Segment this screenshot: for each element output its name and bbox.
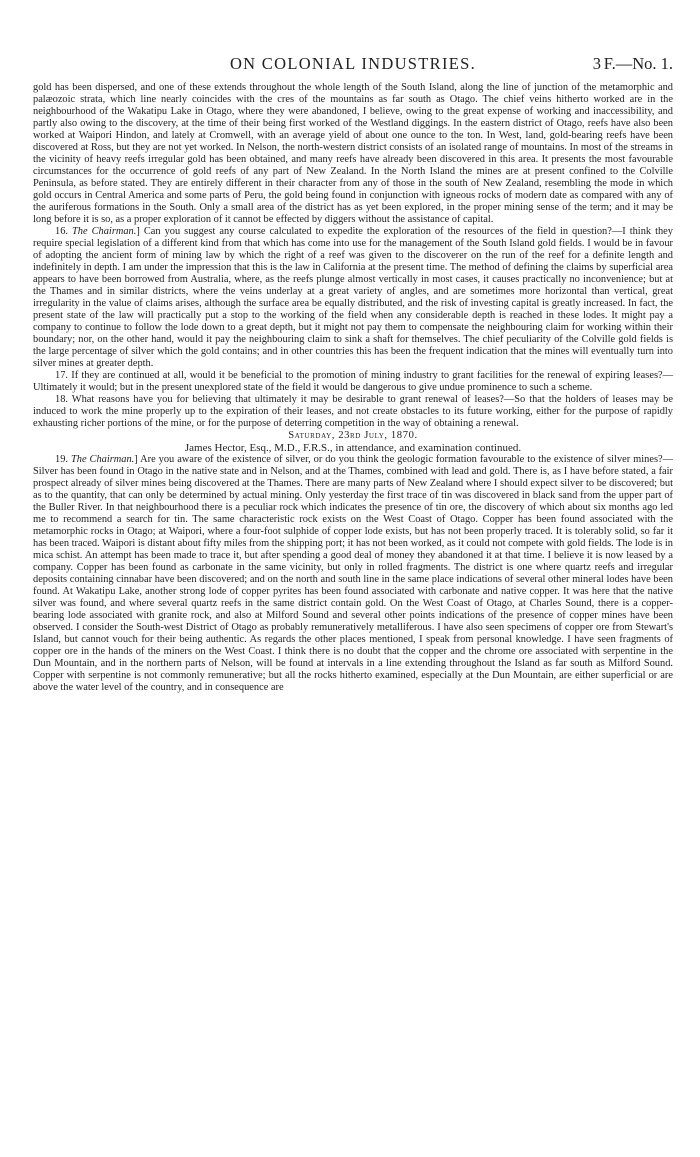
document-body [33, 82, 673, 694]
page-header [33, 52, 673, 76]
question-19 [33, 454, 673, 694]
paragraph-gold-reefs: gold has been dispersed, and one of these extends throughout the whole length of the South Island, along the line of junction of the metamorphic and palæozoic strata, which line nearly coincides with the cres of the mountains as far south as Otago. The chief veins hitherto worked are in the neighbourhood of the Wakatipu Lake in Otago, where they were abandoned, I believe, owing to the great expense of working and inaccessibility, and partly also owing to the discovery, at the time of their being first worked of the Westland diggings. In the eastern district of Otago, reefs have also been worked at Waipori Hindon, and lately at Cromwell, with an average yield of about one ounce to the ton. In West, land, gold-bearing reefs have been discovered at Ross, but they are not yet worked. In Nelson, the north-western district consists of an isolated range of mountains. In most of the streams in the vicinity of heavy reefs irregular gold has been obtained, and many reefs have already been discovered in this area. It presents the most favourable circumstances for the occurrence of gold reefs of any part of New Zealand. In the North Island the mines are at present confined to the Colville Peninsula, as before stated. They are entirely different in their character from any of those in the south of New Zealand, resembling the mode in which gold occurs in Central America and some parts of Peru, the gold being found in conjunction with igneous rocks of modern date as compared with any of the auriferous formations in the South. Only a small area of the district has as yet been explored, in the proper mining sense of the term; and it may be long before it is so, as a proper exploration of it cannot be effected by diggers without the assistance of capital. [33, 82, 673, 225]
question-text: ] Can you suggest any course calculated to expedite the exploration of the resources of the field in question?—I think they require special legislation of a different kind from that which has come into use for the management of the South Island gold fields. I would be in favour of adopting the ancient form of mining law by which the right of a reef was given to the discoverer on the run of the reef for a definite length and indefinitely in depth. I am under the impression that this is the law in California at the present time. The method of defining the claims by superficial area appears to have been borrowed from Australia, where, as the reefs plunge almost vertically in most cases, it causes practically no inconvenience; but at the Thames and in similar districts, where the veins underlay at a great variety of angles, and are sometimes more horizontal than vertical, great irregularity in the value of claims arises, although the surface area be equally distributed, and the risk of investing capital is greatly increased. In fact, the present state of the law will practically put a stop to the working of the field when any considerable depth is reached in these lodes. It might pay a company to continue to follow the lode down to a great depth, but it might not pay them to compensate the neighbouring claim for working within their boundary; nor, on the other hand, would it pay the neighbouring claim to sink a shaft for themselves. The chief peculiarity of the Colville gold fields is the large percentage of silver which the gold contains; and in other countries this has been the frequent indication that the mines will eventually turn into silver mines at greater depth. [33, 226, 673, 369]
question-text: ] Are you aware of the existence of silver, or do you think the geologic formation favourable to the existence of silver mines?—Silver has been found in Otago in the native state and in Nelson, and at the Thames, combined with lead and gold. There is, as I have before stated, a fair prospect already of silver mines being discovered at the Thames. There are many parts of New Zealand where I should expect silver to be discovered; but as to the quantity, that can only be determined by actual mining. Only yesterday the first trace of tin was discovered in black sand from the upper part of the Buller River. In that neighbourhood there is a peculiar rock which indicates the presence of tin ore, the discovery of which about six months ago led me to recommend a search for tin. The same characteristic rock exists on the West Coast of Otago. Copper has been found associated with the metamorphic rocks in Otago; at Waipori, where a four-foot sulphide of copper lode exists, but has not been properly traced. It is tolerably solid, so far it has been traced. Waipori is distant about fifty miles from the shipping port; it has not been worked, as it could not compete with gold fields. The lode is in mica schist. An attempt has been made to trace it, but after spending a good deal of money they abandoned it at that time. I believe it is now leased by a company. Copper has been found as carbonate in the same vicinity, but only in rolled fragments. The district is one where quartz reefs and irregular deposits containing cinnabar have been discovered; and on the north and south line in the same place indications of several other mineral lodes have been found. At Wakatipu Lake, another strong lode of copper pyrites has been found associated with carbonate and native copper. It was here that the native silver was found, and where several quartz reefs in the same district contain gold. On the West Coast of Otago, at Charles Sound, there is a copper-bearing lode associated with granite rock, and also at Milford Sound and several other points indications of the presence of copper mines have been observed. I consider the South-west District of Otago as probably remuneratively metalliferous. I have also seen specimens of copper ore from Stewart's Island, but cannot vouch for their being authentic. As regards the other places mentioned, I speak from personal knowledge. I have seen fragments of copper ore in the hands of the miners on the West Coast. I think there is no doubt that the copper and the chrome ore associated with serpentine in the Dun Mountain, and in the northern parts of Nelson, will be found at intervals in a line extending throughout the Island as far south as Milford Sound. Copper with serpentine is not commonly remunerative; but all the rocks hitherto examined, especially at the Dun Mountain, are either superficial or are above the water level of the country, and in consequence are [33, 454, 673, 693]
question-number: 16. [55, 226, 68, 237]
running-title: ON COLONIAL INDUSTRIES. [229, 54, 477, 73]
question-18: 18. What reasons have you for believing that ultimately it may be desirable to grant renewal of leases?—So that the holders of leases may be induced to work the mine properly up to the expiration of their leases, and not create obstacles to its future working, either for the purpose of rapidly exhausting richer portions of the mine, or for the purpose of deterring competition in the way of obtaining a renewal. [33, 394, 673, 429]
question-17: 17. If they are continued at all, would it be beneficial to the promotion of mining industry to grant facilities for the renewal of expiring leases?—Ultimately it would; but in the present unexplored state of the field it would be dangerous to give undue prominence to such a scheme. [33, 370, 673, 393]
speaker: The Chairman. [72, 226, 137, 237]
document-reference: F.—No. 1. [603, 54, 673, 73]
question-16 [33, 226, 673, 370]
page-number: 3 [592, 54, 601, 73]
attendance-line: James Hector, Esq., M.D., F.R.S., in attendance, and examination continued. [184, 442, 522, 454]
session-date: Saturday, 23rd July, 1870. [288, 430, 418, 441]
question-number: 19. [55, 454, 68, 465]
speaker: The Chairman. [70, 454, 135, 465]
